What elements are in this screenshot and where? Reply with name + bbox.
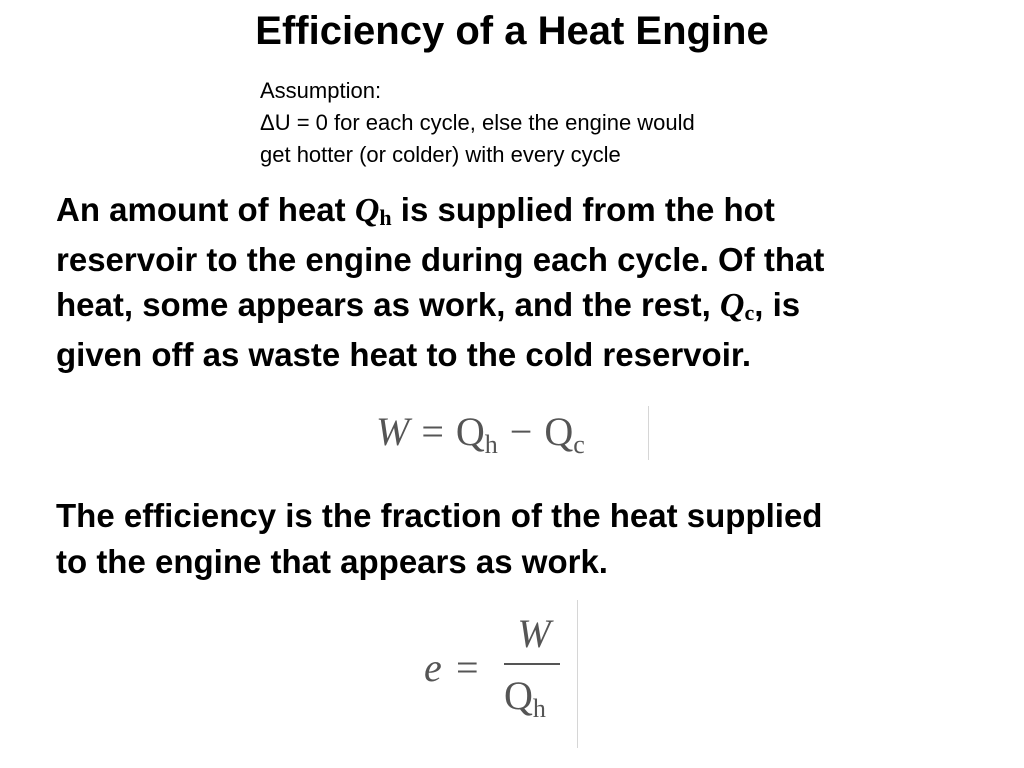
- fraction-denominator: $Q_h$: [504, 673, 546, 723]
- equals-sign: =: [456, 645, 479, 690]
- assumption-line: get hotter (or colder) with every cycle: [260, 142, 621, 167]
- assumption-line: ΔU = 0 for each cycle, else the engine would: [260, 110, 695, 135]
- fraction-bar: [504, 663, 560, 665]
- paragraph-line: to the engine that appears as work.: [56, 542, 608, 580]
- paragraph-line: heat, some appears as work, and the rest, $Q_c$, is: [56, 286, 801, 325]
- paragraph-line: The efficiency is the fraction of the heat supplied: [56, 497, 823, 534]
- qh-term: $Q_h$: [455, 409, 498, 459]
- efficiency-symbol: e: [424, 645, 442, 690]
- efficiency-paragraph: [56, 493, 822, 584]
- text-cursor: [577, 600, 578, 748]
- qc-symbol: $Q_c$: [719, 287, 755, 325]
- heat-flow-paragraph: [56, 187, 824, 377]
- equals-sign: =: [421, 409, 444, 454]
- qh-symbol: $Q_h$: [354, 192, 392, 230]
- assumption-note: [260, 75, 695, 171]
- slide-title: Efficiency of a Heat Engine: [255, 9, 769, 53]
- text-cursor: [648, 406, 649, 460]
- paragraph-line: given off as waste heat to the cold reservoir.: [56, 335, 752, 373]
- paragraph-line: An amount of heat $Q_h$ is supplied from the hot: [56, 191, 775, 230]
- work-equation: [376, 404, 585, 460]
- minus-sign: −: [509, 409, 533, 454]
- qc-term: $Q_c$: [544, 409, 585, 459]
- work-symbol: W: [376, 409, 410, 454]
- fraction-numerator: W: [517, 611, 551, 656]
- paragraph-line: reservoir to the engine during each cycle. Of that: [56, 240, 825, 278]
- assumption-heading: Assumption:: [260, 78, 382, 103]
